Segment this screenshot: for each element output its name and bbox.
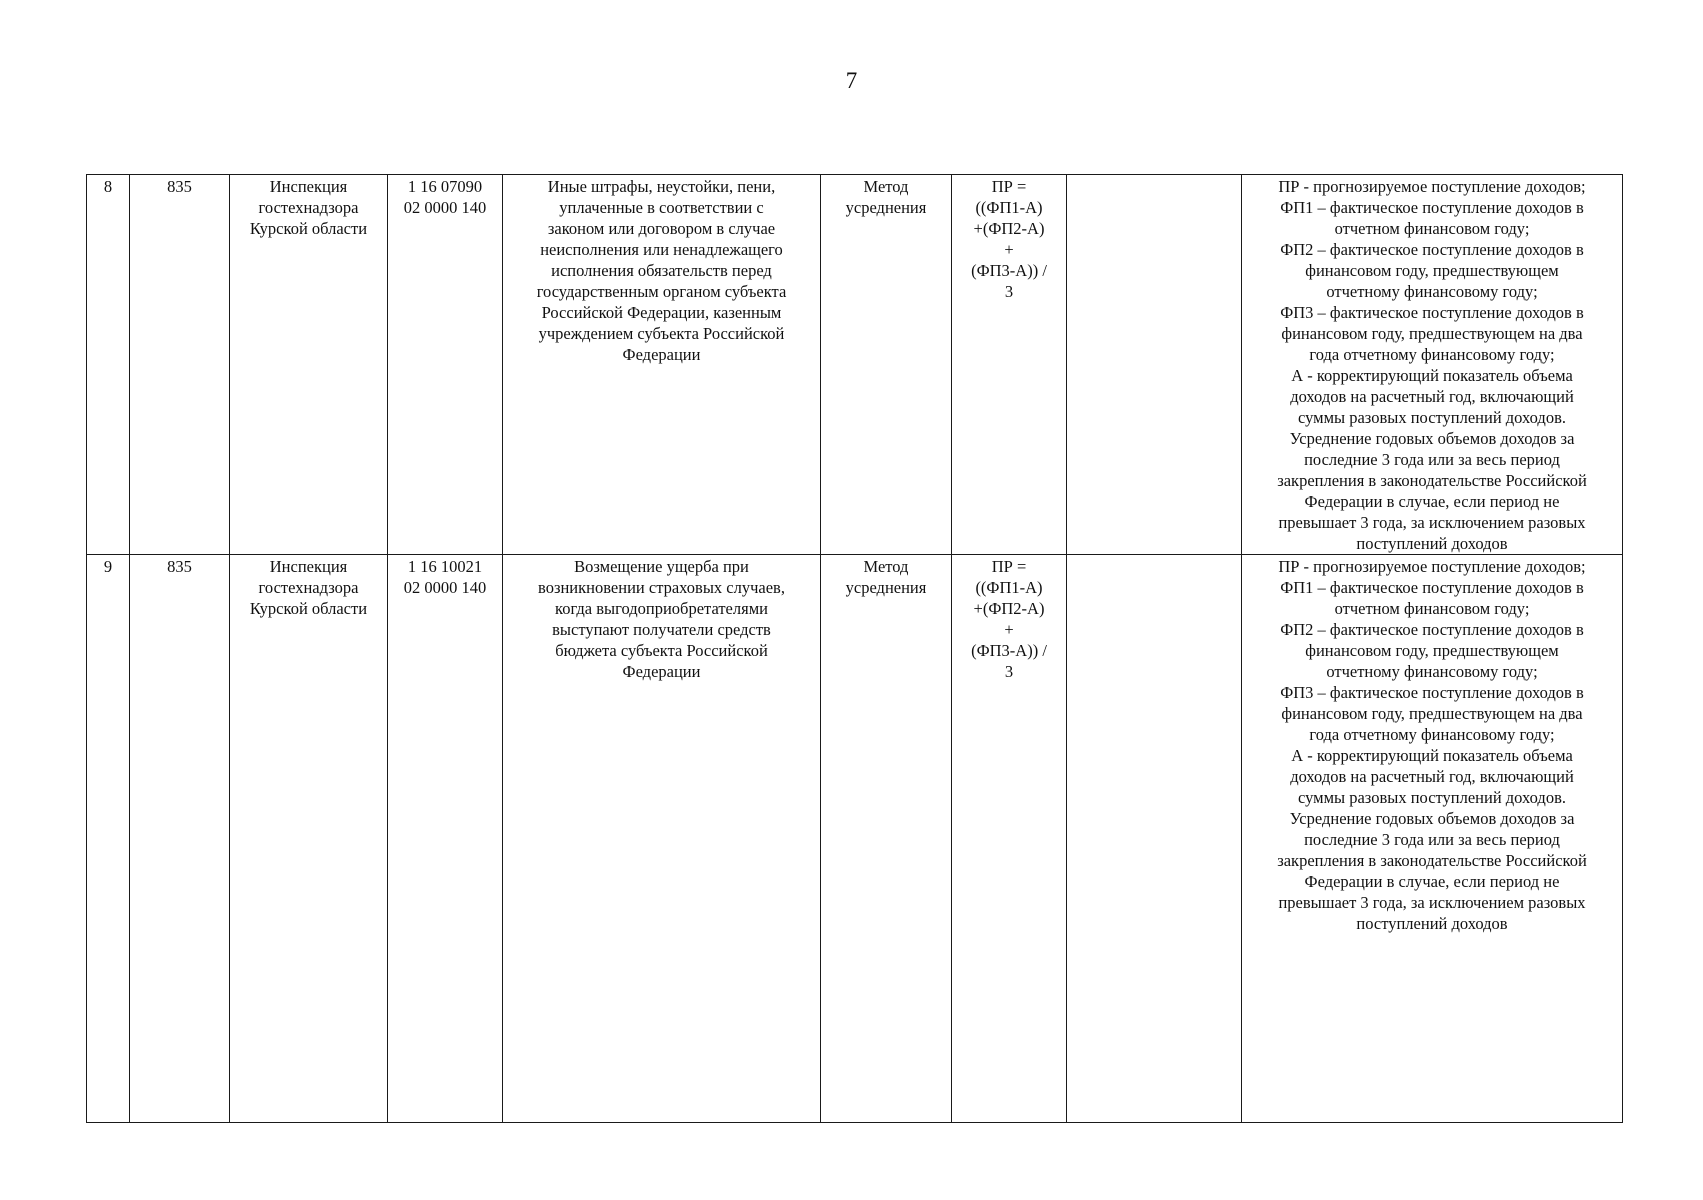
description-cell: ПР - прогнозируемое поступление доходов; ФП1 – фактическое поступление доходов в отчетном финансовом году; ФП2 – фактическое поступление доходов в финансовом году, предшествующем отчетному финансовому году; ФП3 – фактическое поступление доходов в финансовом году, предшествующем на два года отчетному финансовому году; А - корректирующий показатель объема доходов на расчетный год, включающий суммы разовых поступлений доходов. Усреднение годовых объемов доходов за последние 3 года или за весь период закрепления в законодательстве Российской Федерации в случае, если период не превышает 3 года, за исключением разовых поступлений доходов: [1242, 555, 1623, 1123]
empty-cell: [1067, 555, 1242, 1123]
kbk-code-cell: 1 16 10021 02 0000 140: [388, 555, 503, 1123]
administrator-cell: Инспекция гостехнадзора Курской области: [230, 555, 388, 1123]
income-name-cell: Иные штрафы, неустойки, пени, уплаченные в соответствии с законом или договором в случае неисполнения или ненадлежащего исполнения обязательств перед государственным органом субъекта Российской Федерации, казенным учреждением субъекта Российской Федерации: [503, 175, 821, 555]
admin-code-cell: 835: [130, 555, 230, 1123]
formula-cell: ПР = ((ФП1-А) +(ФП2-А) + (ФП3-А)) / 3: [952, 175, 1067, 555]
administrator-cell: Инспекция гостехнадзора Курской области: [230, 175, 388, 555]
description-cell: ПР - прогнозируемое поступление доходов; ФП1 – фактическое поступление доходов в отчетном финансовом году; ФП2 – фактическое поступление доходов в финансовом году, предшествующем отчетному финансовому году; ФП3 – фактическое поступление доходов в финансовом году, предшествующем на два года отчетному финансовому году; А - корректирующий показатель объема доходов на расчетный год, включающий суммы разовых поступлений доходов. Усреднение годовых объемов доходов за последние 3 года или за весь период закрепления в законодательстве Российской Федерации в случае, если период не превышает 3 года, за исключением разовых поступлений доходов: [1242, 175, 1623, 555]
table-row: [87, 175, 1623, 555]
income-forecast-table: [86, 174, 1623, 1123]
admin-code-cell: 835: [130, 175, 230, 555]
row-index: 9: [87, 555, 130, 1123]
method-cell: Метод усреднения: [821, 175, 952, 555]
empty-cell: [1067, 175, 1242, 555]
formula-cell: ПР = ((ФП1-А) +(ФП2-А) + (ФП3-А)) / 3: [952, 555, 1067, 1123]
kbk-code-cell: 1 16 07090 02 0000 140: [388, 175, 503, 555]
page-number: 7: [845, 68, 858, 93]
method-cell: Метод усреднения: [821, 555, 952, 1123]
table-row: [87, 555, 1623, 1123]
income-name-cell: Возмещение ущерба при возникновении страховых случаев, когда выгодоприобретателями выступают получатели средств бюджета субъекта Российской Федерации: [503, 555, 821, 1123]
row-index: 8: [87, 175, 130, 555]
